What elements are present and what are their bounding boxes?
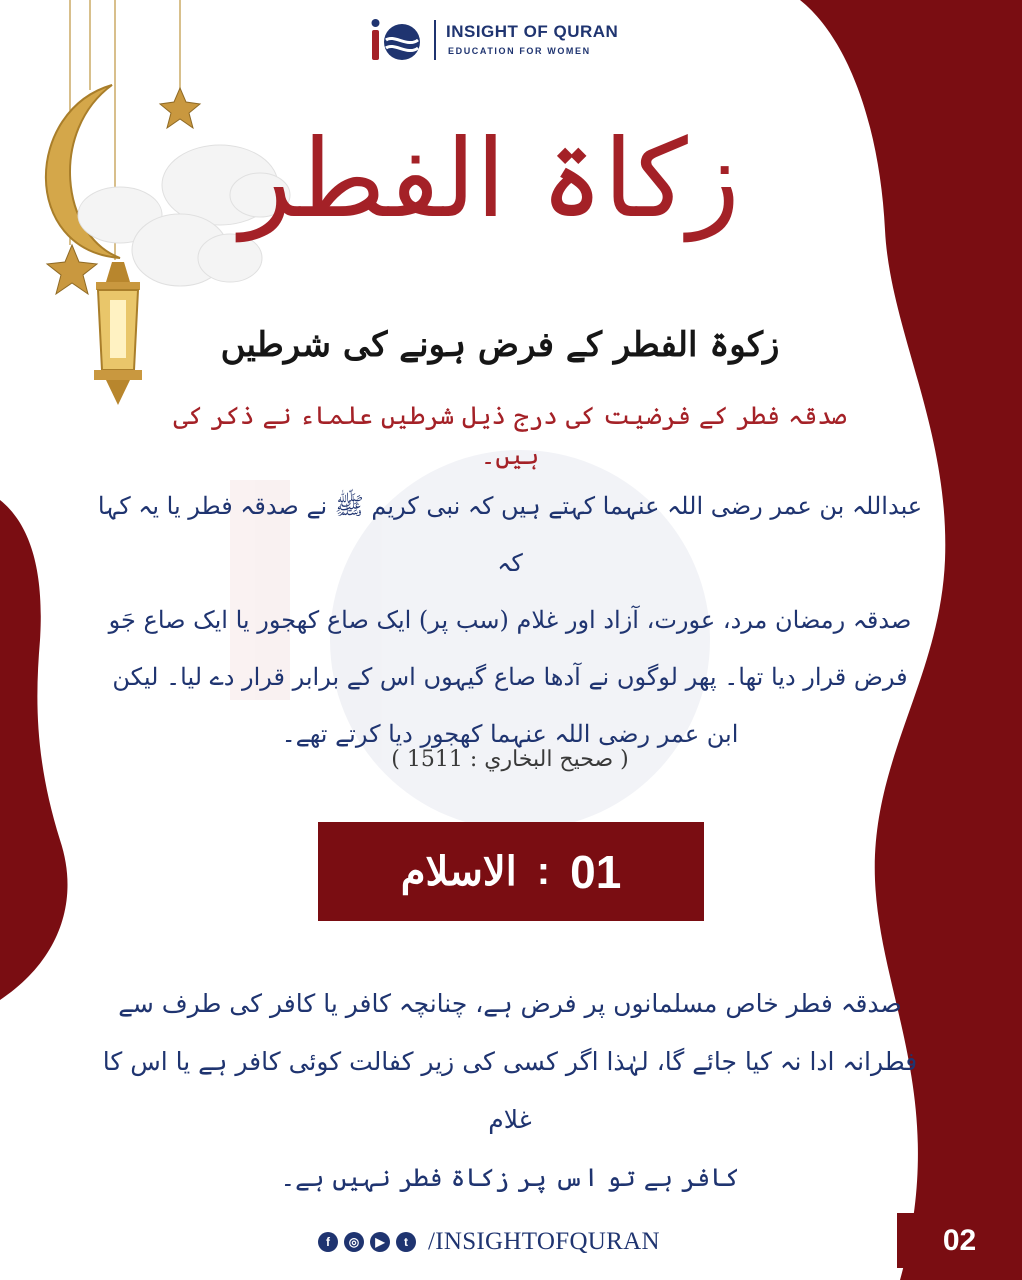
section-heading: الاسلام (400, 848, 517, 895)
hadith-line: فرض قرار دیا تھا۔ پھر لوگوں نے آدھا صاع گیہوں اس کے برابر قرار دے لیا۔ لیکن (112, 663, 908, 691)
brand-name: INSIGHT OF QURAN (446, 22, 619, 41)
footer-social (318, 1226, 660, 1258)
page-subtitle: زکوۃ الفطر کے فرض ہونے کی شرطیں (220, 325, 780, 365)
brand-tagline: EDUCATION FOR WOMEN (448, 46, 591, 56)
facebook-icon[interactable]: f (318, 1232, 338, 1252)
page-number: 02 (897, 1213, 1022, 1268)
intro-text: صدقہ فطر کے فرضیت کی درج ذیل شرطیں علماء نے ذکر کی ہیں۔ (173, 401, 847, 470)
hadith-text (90, 478, 930, 763)
brand-separator (434, 20, 436, 60)
section-separator: : (536, 849, 551, 893)
hadith-line: ابن عمر رضی اللہ عنہما کھجور دیا کرتے تھے۔ (281, 720, 739, 748)
twitter-icon[interactable]: t (396, 1232, 416, 1252)
hadith-reference: ( صحيح البخاري : 1511 ) (391, 747, 629, 772)
section-heading-box (318, 822, 704, 921)
social-handle[interactable]: /INSIGHTOFQURAN (428, 1228, 660, 1255)
condition-line: کافر ہے تو اس پر زکاۃ فطر نہیں ہے۔ (280, 1163, 740, 1192)
hadith-line: صدقہ رمضان مرد، عورت، آزاد اور غلام (سب پر) ایک صاع کھجور یا ایک صاع جَو (108, 606, 912, 634)
condition-text (90, 975, 930, 1207)
condition-line: فطرانہ ادا نہ کیا جائے گا، لہٰذا اگر کسی کی زیر کفالت کوئی کافر ہے یا اس کا غلام (102, 1047, 918, 1134)
brand-header (368, 16, 668, 66)
page-title: زکاۃ الفطر (240, 117, 740, 242)
youtube-icon[interactable]: ▶ (370, 1232, 390, 1252)
condition-line: صدقہ فطر خاص مسلمانوں پر فرض ہے، چنانچہ کافر یا کافر کی طرف سے (118, 989, 902, 1018)
hadith-line: عبداللہ بن عمر رضی اللہ عنہما کہتے ہیں کہ نبی کریم ﷺ نے صدقہ فطر یا یہ کہا کہ (97, 492, 923, 577)
instagram-icon[interactable]: ◎ (344, 1232, 364, 1252)
section-number: 01 (570, 845, 622, 898)
